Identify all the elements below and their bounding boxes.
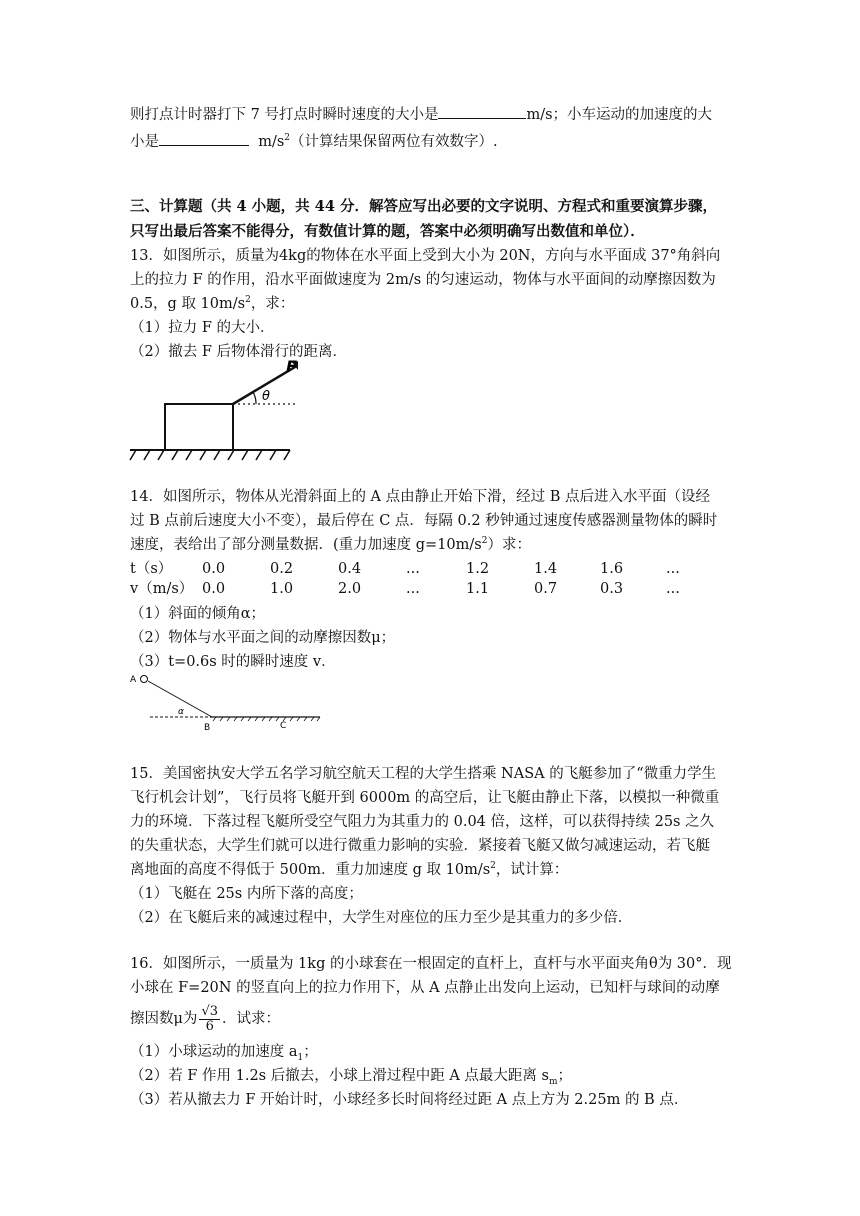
q14-figure-incline	[128, 672, 328, 734]
q14-item-1: （1）斜面的倾角α；	[130, 606, 266, 622]
q14-item-2: （2）物体与水平面之间的动摩擦因数μ；	[130, 630, 396, 646]
table-cell: 1.1	[466, 581, 490, 597]
q12-line-2	[130, 131, 498, 152]
q13-item-1: （1）拉力 F 的大小．	[130, 320, 275, 336]
q15-item-1: （1）飞艇在 25s 内所下落的高度；	[130, 886, 363, 902]
table-label-t: t（s）	[130, 561, 173, 577]
section-3-heading-cont: 只写出最后答案不能得分，有数值计算的题，答案中必须明确写出数值和单位）．	[130, 223, 645, 240]
theta-label: θ	[262, 389, 270, 404]
q16-subscript: m	[548, 1076, 558, 1087]
q14-line-2: 过 B 点前后速度大小不变），最后停在 C 点．每隔 0.2 秒钟通过速度传感器测量物体的瞬时	[130, 513, 718, 529]
q13-line-3	[130, 294, 294, 314]
q14-line-3	[130, 535, 531, 555]
q16-line-3	[130, 1002, 280, 1036]
q16-line-2: 小球在 F=20N 的竖直向上的拉力作用下，从 A 点静止出发向上运动，已知杆与球间的动摩	[130, 980, 720, 996]
table-cell: ...	[406, 561, 420, 577]
q13-exponent: 2	[245, 295, 251, 306]
q13-text: 0.5，g 取 10m/s	[130, 296, 246, 312]
q15-line-2: 飞行机会计划”，飞行员将飞艇开到 6000m 的高空后，让飞艇由静止下落，以模拟一种微重	[130, 790, 720, 806]
table-cell: 1.2	[466, 561, 490, 577]
table-label-v: v（m/s）	[130, 581, 194, 597]
q16-item-3: （3）若从撤去力 F 开始计时，小球经多长时间将经过距 A 点上方为 2.25m 的 B 点．	[130, 1092, 689, 1108]
q16-item-2	[130, 1066, 572, 1086]
object-circle	[141, 676, 148, 683]
table-cell: 0.3	[600, 581, 624, 597]
q12-line-1	[130, 104, 712, 125]
table-cell: ...	[666, 561, 680, 577]
q15-exponent: 2	[490, 861, 496, 872]
q15-text: 离地面的高度不得低于 500m．重力加速度 g 取 10m/s	[130, 862, 491, 878]
mu-fraction	[199, 1005, 220, 1034]
q16-text: （1）小球运动的加速度 a	[130, 1044, 298, 1060]
q16-text: 擦因数μ为	[130, 1011, 198, 1027]
q13-item-2: （2）撤去 F 后物体滑行的距离．	[130, 344, 348, 360]
q14-line-1: 14．如图所示，物体从光滑斜面上的 A 点由静止开始下滑，经过 B 点后进入水平面（设经	[130, 489, 711, 505]
q14-item-3: （3）t=0.6s 时的瞬时速度 v．	[130, 654, 336, 670]
q15-text: ，试计算：	[495, 862, 569, 878]
fraction-numerator: √3	[201, 1003, 218, 1019]
label-C: C	[280, 721, 287, 731]
q13-figure-block-with-force	[128, 352, 298, 464]
q15-line-4: 的失重状态，大学生们就可以进行微重力影响的实验．紧接着飞艇又做匀减速运动，若飞艇	[130, 838, 710, 854]
q15-line-3: 力的环境．下落过程飞艇所受空气阻力为其重力的 0.04 倍，这样，可以获得持续 25s 之久	[130, 814, 715, 830]
q14-text: ）求：	[487, 537, 531, 553]
q14-text: 速度，表给出了部分测量数据．(重力加速度 g=10m/s	[130, 537, 482, 553]
table-cell: 0.7	[534, 581, 558, 597]
label-alpha: α	[178, 707, 184, 717]
label-B: B	[204, 723, 211, 733]
angle-arc	[253, 392, 256, 404]
q16-text: ；	[557, 1068, 573, 1084]
q15-line-5	[130, 860, 568, 880]
table-cell: 0.0	[202, 561, 226, 577]
table-cell: 0.2	[270, 561, 294, 577]
q12-text: 则打点计时器打下 7 号打点时瞬时速度的大小是	[130, 107, 439, 123]
q15-item-2: （2）在飞艇后来的减速过程中，大学生对座位的压力至少是其重力的多少倍．	[130, 910, 633, 926]
q12-unit-exponent: 2	[284, 133, 291, 144]
table-cell: ...	[666, 581, 680, 597]
q16-text: （2）若 F 作用 1.2s 后撤去，小球上滑过程中距 A 点最大距离 s	[130, 1068, 549, 1084]
table-cell: 1.6	[600, 561, 624, 577]
q14-exponent: 2	[481, 536, 488, 547]
q16-line-1: 16．如图所示，一质量为 1kg 的小球套在一根固定的直杆上，直杆与水平面夹角θ为 30°．现	[130, 956, 732, 972]
answer-blank-velocity[interactable]	[438, 104, 526, 119]
q16-text: ；	[303, 1044, 318, 1060]
q15-line-1: 15．美国密执安大学五名学习航空航天工程的大学生搭乘 NASA 的飞艇参加了“微重力学生	[130, 766, 717, 782]
q16-text: ．试求：	[222, 1011, 280, 1027]
q13-text: ，求：	[250, 296, 295, 312]
q16-item-1	[130, 1042, 318, 1062]
table-cell: 1.4	[534, 561, 558, 577]
q12-text: （计算结果保留两位有效数字）.	[290, 134, 498, 150]
force-label: F	[286, 357, 297, 376]
table-cell: 0.0	[202, 581, 226, 597]
table-cell: 2.0	[338, 581, 362, 597]
table-cell: ...	[406, 581, 420, 597]
section-3-heading: 三、计算题（共 4 小题，共 44 分．解答应写出必要的文字说明、方程式和重要演算步骤，	[130, 198, 717, 215]
ground-hatching	[130, 450, 290, 460]
table-cell: 0.4	[338, 561, 362, 577]
q12-unit: m/s	[258, 134, 285, 150]
label-A: A	[130, 675, 137, 685]
q16-subscript: 1	[297, 1052, 304, 1063]
q12-text: m/s；小车运动的加速度的大	[526, 107, 713, 123]
fraction-denominator: 6	[205, 1018, 214, 1034]
block	[165, 404, 233, 450]
q13-line-2: 上的拉力 F 的作用，沿水平面做速度为 2m/s 的匀速运动，物体与水平面间的动摩擦因数为	[130, 272, 716, 288]
q13-line-1: 13．如图所示，质量为4kg的物体在水平面上受到大小为 20N，方向与水平面成 37°角斜向	[130, 248, 721, 264]
q12-text: 小是	[130, 134, 159, 150]
table-cell: 1.0	[270, 581, 294, 597]
answer-blank-acceleration[interactable]	[159, 131, 249, 146]
